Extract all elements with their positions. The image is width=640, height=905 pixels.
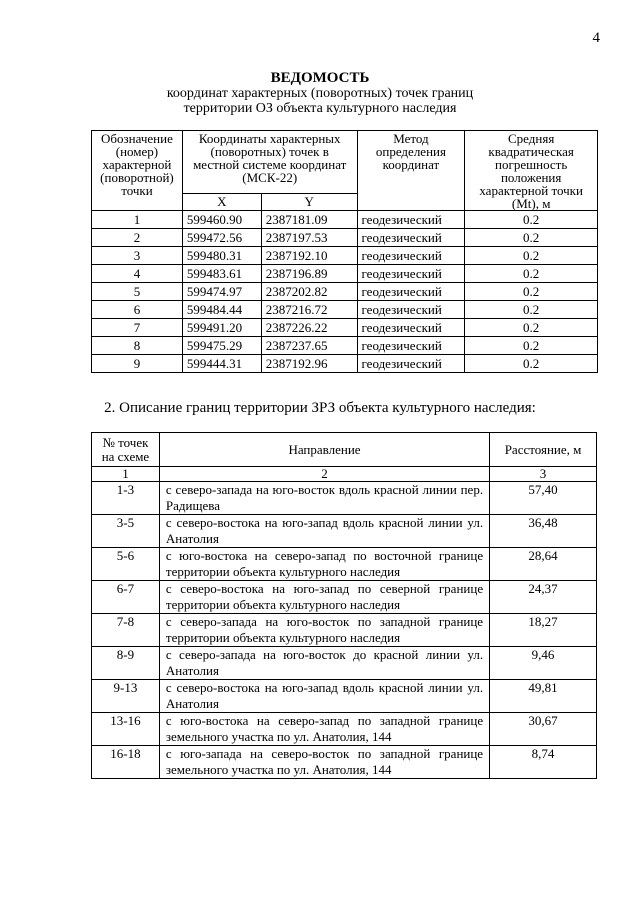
table-row <box>92 614 597 647</box>
table-row <box>92 211 598 229</box>
point-number: 9 <box>92 355 183 373</box>
border-description-table <box>91 432 597 779</box>
point-number: 4 <box>92 265 183 283</box>
coord-y: 2387196.89 <box>261 265 357 283</box>
table-row <box>92 265 598 283</box>
point-number: 8 <box>92 337 183 355</box>
coord-precision: 0.2 <box>465 211 598 229</box>
coord-method: геодезический <box>357 301 465 319</box>
segment-distance: 8,74 <box>490 746 597 779</box>
table-row <box>92 337 598 355</box>
header-points: № точек на схеме <box>92 433 160 467</box>
table-row <box>92 482 597 515</box>
table-row <box>92 713 597 746</box>
segment-distance: 9,46 <box>490 647 597 680</box>
coord-x: 599474.97 <box>182 283 261 301</box>
header-coordinates: Координаты характерных (поворотных) точек в местной системе координат (МСК-22) <box>182 131 357 194</box>
segment-points: 13-16 <box>92 713 160 746</box>
col-number-2: 2 <box>159 467 489 482</box>
table-row <box>92 647 597 680</box>
point-number: 2 <box>92 229 183 247</box>
table-row <box>92 319 598 337</box>
title-line-3: территории ОЗ объекта культурного наследия <box>183 101 457 116</box>
section-2-title: 2. Описание границ территории ЗРЗ объекта культурного наследия: <box>104 400 536 416</box>
coord-method: геодезический <box>357 229 465 247</box>
coord-precision: 0.2 <box>465 337 598 355</box>
table-row <box>92 247 598 265</box>
segment-distance: 28,64 <box>490 548 597 581</box>
table-row <box>92 355 598 373</box>
segment-distance: 24,37 <box>490 581 597 614</box>
coord-x: 599472.56 <box>182 229 261 247</box>
table-row <box>92 581 597 614</box>
segment-direction: с северо-востока на юго-запад вдоль красной линии ул. Анатолия <box>159 515 489 548</box>
segment-direction: с северо-запада на юго-восток до красной линии ул. Анатолия <box>159 647 489 680</box>
header-precision: Средняя квадратическая погрешность положения характерной точки (Mt), м <box>465 131 598 211</box>
coord-y: 2387192.10 <box>261 247 357 265</box>
table-row <box>92 229 598 247</box>
segment-distance: 57,40 <box>490 482 597 515</box>
coord-x: 599491.20 <box>182 319 261 337</box>
header-designation: Обозначение (номер) характерной (поворотной) точки <box>92 131 183 211</box>
segment-points: 3-5 <box>92 515 160 548</box>
coord-x: 599480.31 <box>182 247 261 265</box>
segment-direction: с северо-запада на юго-восток вдоль красной линии пер. Радищева <box>159 482 489 515</box>
col-number-3: 3 <box>490 467 597 482</box>
coord-method: геодезический <box>357 337 465 355</box>
coord-precision: 0.2 <box>465 301 598 319</box>
coord-y: 2387237.65 <box>261 337 357 355</box>
point-number: 7 <box>92 319 183 337</box>
coord-x: 599460.90 <box>182 211 261 229</box>
segment-direction: с юго-востока на северо-запад по восточной границе территории объекта культурного наследия <box>159 548 489 581</box>
segment-points: 1-3 <box>92 482 160 515</box>
header-x: X <box>182 193 261 210</box>
title-main: ВЕДОМОСТЬ <box>270 70 370 86</box>
coord-method: геодезический <box>357 319 465 337</box>
point-number: 5 <box>92 283 183 301</box>
coord-x: 599444.31 <box>182 355 261 373</box>
header-distance: Расстояние, м <box>490 433 597 467</box>
coord-y: 2387197.53 <box>261 229 357 247</box>
table-row <box>92 548 597 581</box>
coord-method: геодезический <box>357 355 465 373</box>
segment-direction: с юго-запада на северо-восток по западной границе земельного участка по ул. Анатолия, 144 <box>159 746 489 779</box>
coord-y: 2387216.72 <box>261 301 357 319</box>
point-number: 6 <box>92 301 183 319</box>
page-number: 4 <box>592 30 600 46</box>
document-title <box>0 71 640 116</box>
segment-direction: с юго-востока на северо-запад по западной границе земельного участка по ул. Анатолия, 144 <box>159 713 489 746</box>
segment-distance: 49,81 <box>490 680 597 713</box>
coord-method: геодезический <box>357 283 465 301</box>
segment-direction: с северо-запада на юго-восток по западной границе территории объекта культурного наследия <box>159 614 489 647</box>
coord-precision: 0.2 <box>465 355 598 373</box>
segment-distance: 18,27 <box>490 614 597 647</box>
title-line-2: координат характерных (поворотных) точек границ <box>166 86 474 101</box>
segment-points: 9-13 <box>92 680 160 713</box>
coordinates-table <box>91 130 598 373</box>
segment-points: 6-7 <box>92 581 160 614</box>
coord-precision: 0.2 <box>465 229 598 247</box>
segment-distance: 36,48 <box>490 515 597 548</box>
segment-points: 5-6 <box>92 548 160 581</box>
coord-x: 599483.61 <box>182 265 261 283</box>
coord-precision: 0.2 <box>465 283 598 301</box>
col-number-1: 1 <box>92 467 160 482</box>
coord-precision: 0.2 <box>465 319 598 337</box>
point-number: 1 <box>92 211 183 229</box>
coord-precision: 0.2 <box>465 265 598 283</box>
segment-direction: с северо-востока на юго-запад вдоль красной линии ул. Анатолия <box>159 680 489 713</box>
segment-points: 16-18 <box>92 746 160 779</box>
coord-y: 2387192.96 <box>261 355 357 373</box>
coord-method: геодезический <box>357 265 465 283</box>
table-row <box>92 301 598 319</box>
coord-precision: 0.2 <box>465 247 598 265</box>
coord-x: 599484.44 <box>182 301 261 319</box>
point-number: 3 <box>92 247 183 265</box>
coord-y: 2387226.22 <box>261 319 357 337</box>
segment-distance: 30,67 <box>490 713 597 746</box>
segment-points: 8-9 <box>92 647 160 680</box>
table-row <box>92 680 597 713</box>
header-direction: Направление <box>159 433 489 467</box>
table-row <box>92 283 598 301</box>
header-y: Y <box>261 193 357 210</box>
coord-y: 2387202.82 <box>261 283 357 301</box>
coord-x: 599475.29 <box>182 337 261 355</box>
coord-method: геодезический <box>357 211 465 229</box>
coord-y: 2387181.09 <box>261 211 357 229</box>
header-method: Метод определения координат <box>357 131 465 211</box>
segment-points: 7-8 <box>92 614 160 647</box>
coord-method: геодезический <box>357 247 465 265</box>
segment-direction: с северо-востока на юго-запад по северной границе территории объекта культурного наследия <box>159 581 489 614</box>
table-row <box>92 515 597 548</box>
table-row <box>92 746 597 779</box>
